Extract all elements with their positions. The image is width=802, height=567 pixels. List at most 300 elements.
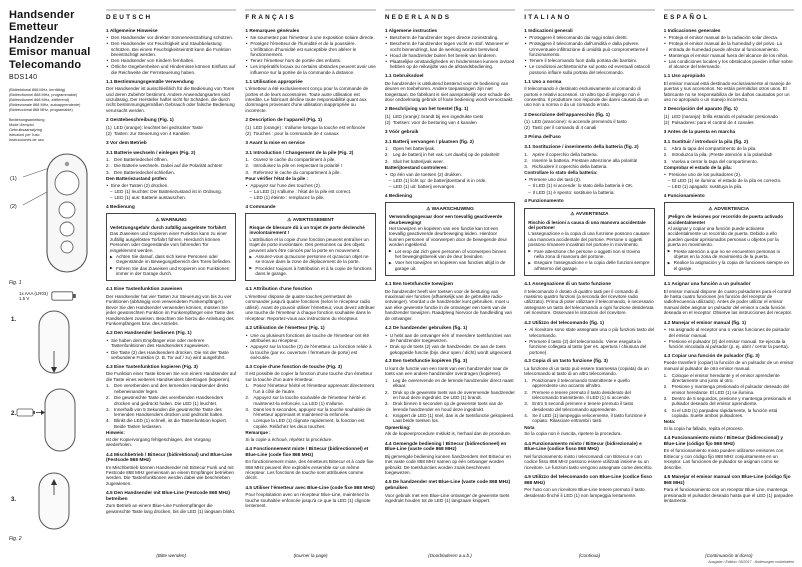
section-heading: 4.2 De handzender gebruiken (fig. 1) [384,326,468,332]
variant-line: (Bidirectionnel 868 MHz, programmable) [9,93,78,98]
section-heading: 1 Indicaciones generales [663,28,721,34]
language-header: ITALIANO [524,9,654,21]
step-item [524,158,654,163]
warning-lead: ¡Peligro de lesiones por recorrido de puerta activado accidentalmente! [667,214,784,225]
warning-instruction: ▶ Voer het toewijzen en kopiëren van functies altijd in de garage uit. [389,260,511,271]
paragraph: Il est possible de copier la fonction d'une touche d'un émetteur sur la touche d'un autre émetteur. [245,371,373,382]
bullet-item: • Premere uno dei tasti (2). [524,177,654,182]
item-key: (2) [524,125,530,131]
item-key: (2) [663,120,670,126]
step2-insert-battery [45,389,75,451]
button-4 [61,241,73,253]
doctype-line: Istruzioni per l'uso [9,133,40,138]
item-text: Innerhalb von 5 Sekunden die gewünschte Taste des lernenden Handsenders drücken und gedrückt halten. [114,406,224,418]
bullet-item: • Proteja el emisor manual de la humedad y del polvo. La entrada de humedad puede afectar al funcionamiento. [664,41,794,52]
section-heading: 4 Commande [245,204,276,210]
section-heading: 4.4 Gemengde bediening / BiSecur (bidirectioneel) en Blue-Line (vaste code 868 MHz) [384,441,507,453]
bullet-item: • Den Handsender vor Feuchtigkeit und Staubbelastung schützen. Bei einem Feuchtigkeitseintritt kann die Funktion beeinträchtigt werden. [106,41,236,57]
item-text: Richiudere il coperchio della batteria. [532,164,608,170]
item-text: Dans les 5 secondes, appuyez sur la touche souhaitée de l'émetteur apprenant et maintenez-la enfoncée. [253,406,372,418]
item-text: Leg de overervende en de lerende handzender direct naast elkaar. [392,378,514,389]
step-item [664,396,794,407]
legend-item [664,120,794,125]
variant-line: (Bidirektional 868 MHz, lernfähig) [9,88,66,93]
bullet-item: • U hebt aan de ontvanger één of meerdere toetsfuncties van de handzender toegewezen. [385,333,515,344]
paragraph: El emisor manual dispone de cuatro pulsadores para el control de hasta cuatro funciones (en función del receptor de radiofrecuencia utilizado). Antes de poder utilizar el emisor manual debe asignar un pulsador del emisor a cada función deseada en el receptor. Observe las instrucciones del receptor. [663,288,793,316]
item-text: Se il LED (1) lampeggia velocemente, il tasto funzione è copiato. Rilasciare entrambi i tasti. [532,412,647,424]
warning-box [664,202,794,275]
item-text: Premere e tenere premuto il tasto desiderato del telecomando trasmittente. Il LED (1) si accende. [532,389,631,401]
product-titles [9,9,101,71]
warning-body: Het toewijzen en kopiëren van een functie kan tot een toevallig geactiveerde deurbeweging leiden. Hierdoor kunnen personen of voorwerpen door de bewegende deur worden ingeklemd. [388,226,508,248]
step-item [664,373,794,384]
section-heading: 4.2 Manejar el emisor manual (fig. 1) [663,320,746,326]
bullet-item: • Proteja el emisor manual de la radiación solar directa. [664,35,794,40]
bullet-item: • Al ricevitore sono state assegnate una o più funzioni tasto del telecomando. [524,327,654,338]
section-heading: 1 Allgemeine Hinweise [106,28,158,34]
step-item [245,383,375,394]
bullet-item: • Ha asignado al receptor una o varias funciones de pulsador del emisor manual. [664,327,794,338]
section-heading: 4 Funzionamento [524,199,564,205]
item-key: 1. [384,378,389,384]
warning-box [385,202,515,275]
warning-instruction: ▶ Führen Sie das Zuweisen und Kopieren von Funktionen immer in der Garage durch. [110,266,232,277]
item-key: 3. [245,169,250,175]
section-heading: 4.3 Een toetsfunctie kopiëren (fig. 3) [384,359,468,365]
sub-item: – LED (1) apagado: sustituya la pila. [664,184,794,189]
variant-line: (Bidirectioneel 868 MHz, zelflerend) [9,98,70,103]
item-text: LED (orange): leuchtet bei gedrückter Taste [114,124,203,130]
item-key: 2. [524,157,529,163]
paragraph-lead: Nota: [663,419,676,425]
item-key: 4. [663,407,668,413]
button-2 [59,202,75,218]
item-text: LED (arancione): si accende premendo il tasto [532,119,627,125]
section-heading: 4.5 Den Handsender mit Blue-Line (Festcode 868 MHz) betreiben [106,491,230,502]
warning-instruction: ▶ Fare attenzione che persone o oggetti non si trovino nella zona di manovra del portone. [528,249,650,260]
section-heading: 1.1 Uso a norma [524,79,562,85]
bullet-item: • Tenere il telecomando fuori dalla portata dei bambini. [524,58,654,63]
item-text: Den vererbenden und den lernenden Handsender direkt nebeneinander legen. [114,383,228,394]
bullet-item: • Sie haben dem Empfänger eine oder mehrere Tastenfunktionen des Handsenders zugewiesen. [106,338,236,349]
paragraph-lead: Nota [524,424,535,430]
warning-title: ⚠ WAARSCHUWING [389,206,511,213]
step-item [385,401,515,412]
warning-body: Al asignar y copiar una función puede activarse accidentalmente un recorrido de puerta. Debido a ello pueden quedar aprisionados personas u objetos por la puerta en movimiento. [667,226,779,248]
step-item [106,163,236,168]
sub-item: – LED (1) aus: Batterie austauschen. [106,195,236,200]
item-key: 4. [384,412,389,418]
section-heading: 4 Funcionamiento [663,193,705,199]
item-key: 1. [663,146,668,152]
bullet-item: • Le condizioni architettoniche sul posto ed eventuali ostacoli possono influire sulla portata del telecomando. [524,64,654,75]
item-text: Inserire la batteria. Prestare attenzione alla polarità! [532,157,638,163]
item-text: Open het batterijvak. [392,146,436,152]
section-heading: 3 Avant la mise en service [245,140,305,146]
item-key: 1. [106,383,110,389]
item-text: Presione y mantenga presionado el pulsador deseado del emisor heredante. El LED (1) se ilumina. [671,384,790,395]
item-text: Entro 5 secondi premere e tenere premuto il tasto desiderato del telecomando apprendente. [532,401,634,412]
step-item [385,378,515,389]
item-key: 4. [524,412,529,418]
item-key: 3. [524,401,529,407]
legend-item [245,131,375,136]
section-heading: 4.3 Copiar una función de pulsador (fig. 3) [663,353,760,359]
product-title-fr: Emetteur [9,21,59,34]
bullet-item: • Appuyez sur la touche (2) de l'émetteur. La fonction reliée à la touche (par ex. ouverture / fermeture de porte) est exécutée. [245,344,375,360]
manual-column-it [524,9,654,558]
manual-column-nl [385,9,515,558]
language-header: DEUTSCH [106,9,236,21]
callout-label-2: (2) [10,204,17,211]
section-heading: 4.3 Eine Tastenfunktion kopieren (Fig. 3) [106,364,198,370]
legend-item [524,119,654,124]
warning-box [245,213,375,281]
sub-item: – Il LED (1) si accende: lo stato della batteria è OK. [524,183,654,188]
item-key: 4. [106,418,110,424]
language-header: NEDERLANDS [385,9,515,21]
battery-spec [19,290,101,302]
step-item [385,413,515,424]
item-text: Knippert de LED (1) snel, dan is de toetsfunctie gekopieerd. Laat beide toetsen los. [392,412,515,424]
item-key: (1) [663,113,670,119]
cover-panel [9,9,101,560]
paragraph: Se la copia non è riuscita, ripetere la procedura. [524,431,622,437]
warning-instruction: ▶ Assurez-vous qu'aucune personne et qu'aucun objet ne se trouve dans la zone de déplacement de la porte. [249,254,371,265]
section-heading: 1 Algemene instructies [384,28,438,34]
bullet-item: • Den Handsender vor direkter Sonneneinstrahlung schützen. [106,35,236,40]
section-heading: 4.1 Asignar una función a un pulsador [663,282,751,288]
paragraph-lead: Batterijtoestand controleren: [384,164,448,170]
item-key: 3. [384,158,389,164]
item-text: Toetsen: voor de besturing van 4 kanalen [392,120,477,126]
item-text: Posizionare il telecomando trasmittente e quello apprendente uno accanto all'altro. [532,378,630,389]
warning-lead: Rischio di lesioni a causa di una manovra accidentale del portone! [528,219,646,231]
item-text: Tasti: per il comando di 4 canali [532,125,597,131]
item-text: Aprire il coperchio della batteria. [532,151,598,157]
step-number-3: 3. [11,497,17,504]
item-text: LED (orange) : s'allume lorsque la touche est enfoncée [253,124,366,130]
step-item [524,390,654,401]
paragraph-lead: Opmerking: [384,424,411,430]
paragraph: Zum Betrieb an einem Blue-Line Funkempfänger die gewünschte Taste lang drücken, bis die LED (1) langsam blinkt. [106,503,236,514]
section-heading: 4.3 Copia di un tasto funzione (fig. 3) [524,359,608,365]
paragraph: Im Mischbetrieb können Handsender mit BiSecur Funk und mit Festcode 868 MHz gemeinsam an einem Empfänger betrieben werden. Die Tastenfunktionen werden dabei wie beschrieben zugewiesen. [106,464,234,486]
legend-item [664,114,794,119]
section-heading: 4.1 Assegnazione di un tasto funzione [524,282,611,288]
section-heading: 3.1 Introduction / Changement de la pile (Fig. 2) [245,150,354,156]
section-heading: 1 Remarques générales [245,28,300,34]
item-key: 2. [663,384,668,390]
bullet-item: • Presione el pulsador (2) del emisor manual. Se ejecuta la función vinculada al pulsador (p. ej. abrir / cerrar la puerta). [664,339,794,350]
manual-column-es [664,9,794,558]
bullet-item: • Den Handsender von Kindern fernhalten. [106,58,236,63]
step-item [524,378,654,389]
paragraph: L'émetteur a été exclusivement conçu pour la commande de portes et de leurs accessoires. Toute autre utilisation est interdite. Le fabricant décline toute responsabilité quant aux dommages provenant d'une utilisation inappropriée ou incorrecte. [245,86,369,113]
warning-box [106,213,236,281]
item-text: Den Batteriedeckel öffnen. [114,157,169,163]
paragraph: Bij gemengde bediening kunnen handzenders met BiSecur en met vaste code 868 MHz samen op één ontvanger worden gebruikt. De toetsfuncties worden zoals beschreven toegewezen. [384,453,511,476]
item-key: (2) [245,130,252,136]
bullet-item: • Protégez l'émetteur de l'humidité et de la poussière. L'infiltration d'humidité est susceptible d'en altérer le fonctionnement. [245,41,375,57]
step-item [664,146,794,151]
item-text: Si el LED (1) parpadea rápidamente, la función está copiada. Suelte ambos pulsadores. [671,407,778,418]
item-text: Introduzca la pila. ¡Preste atención a la polaridad! [671,152,773,158]
battery-icon [51,290,78,302]
step-item [664,384,794,395]
warning-body: L'assegnazione e la copia di una funzione possono causare una manovra accidentale del portone. Persone o oggetti possono rimanere incastrati nel portone in movimento. [528,231,650,248]
columns [106,9,794,558]
item-key: 2. [384,152,389,158]
item-key: 3. [663,158,668,164]
sub-item: – LED (1) licht op: de batterijtoestand is in orde. [385,178,515,183]
item-text: Appuyez sur la touche souhaitée de l'émetteur hérité et maintenez-la enfoncée. La LED (1) s'allume. [253,395,366,406]
paragraph-lead: Den Batteriezustand prüfen: [106,175,168,181]
item-text: Vuelva a cerrar la tapa del compartimento. [671,158,759,164]
step-item [245,395,375,406]
item-text: Leg de batterij in het vak. Let daarbij op de polariteit! [392,152,500,158]
warning-lead: Risque de blessure dû à un trajet de porte déclenché involontairement ! [249,225,365,236]
page-turn-note: (Continuación al dorso) [705,552,753,558]
step-item [106,157,236,162]
section-heading: 4.4 Funzionamento misto / BiSecur (bidirezionale) e Blue-Line (codice fisso 868 MHz) [524,441,642,453]
item-text: Lorsque la LED (1) clignote rapidement, la fonction est copiée. Relâchez les deux touches. [253,418,365,429]
paragraph: U kunt de functie van een toets van een handzender naar de toets van een andere handzender overdragen (kopiëren). [384,365,509,377]
item-key: 3. [384,401,389,407]
paragraph: La funzione di un tasto può essere trasmessa (copiata) da un telecomando al tasto di un altro telecomando. [524,365,649,377]
paragraph: Der Handsender hat vier Tasten zur Steuerung von bis zu vier Funktionen (abhängig vom verwendeten Funkempfänger). Bevor Sie den Handsender verwenden können, müssen Sie jeder gewünschten Funktion im Funkempfänger eine Taste des Handsenders zuweisen. Beachten Sie hierzu die Anleitung des Funkempfängers bzw. des Antriebs. [106,293,234,327]
paragraph: Si la copia ha fallado, repita el proceso. [663,426,744,432]
legend-item [106,131,236,136]
step-item [664,159,794,164]
section-heading: 4.5 De handzender met Blue-Line (vaste code 868 MHz) gebruiken [384,480,511,491]
bullet-item: • Houd de handzender buiten het bereik van kinderen. [385,53,515,58]
item-key: (1) [245,124,252,130]
bullet-item: • Las condiciones locales y los obstáculos pueden influir sobre el alcance del telemando. [664,59,794,70]
legend-item [385,114,515,119]
section-heading: 2 Descrizione dell'apparecchio (fig. 1) [524,112,610,118]
item-key: 3. [245,406,250,412]
section-heading: 4.5 Manejar el emisor manual con Blue-Line (código fijo 868 MHz) [663,475,791,486]
section-heading: 4.4 Fonctionnement mixte / BiSecur (bidirectionnel) et Blue-Line (code fixe 868 MHz) [245,447,369,458]
paragraph: Die Funktion einer Taste können Sie von einem Handsender auf die Taste eines weiteren Handsenders übertragen (kopieren). [106,371,237,382]
item-text: Die gewünschte Taste des vererbenden Handsenders drücken und gedrückt halten. Die LED (1) leuchtet. [114,395,224,406]
item-text: LED (oranje): brandt bij een ingedrukte toets [392,113,484,119]
paragraph: L'émetteur dispose de quatre touches permettant de commander jusqu'à quatre fonctions (selon le récepteur radio utilisé). Avant de pouvoir utiliser l'émetteur, vous devez attribuer une touche de l'émetteur à chaque fonction souhaitée dans le récepteur. Reportez-vous aux instructions du récepteur. [245,293,375,321]
step-item [664,152,794,157]
item-key: 2. [106,163,110,169]
warning-instruction: ▶ Eseguire l'assegnazione e la copia delle funzioni sempre all'interno del garage. [528,260,650,271]
paragraph: El emisor manual está destinado exclusivamente al manejo de puertas y sus accesorios. No están permitidos otros usos. El fabricante no se responsabiliza de los daños causados por un uso no apropiado o un manejo incorrecto. [663,80,791,102]
section-heading: 4.3 Copie d'une fonction de touche (Fig. 3) [245,364,342,370]
item-text: LED (naranja): brilla estando el pulsador presionado [671,113,778,119]
language-header: FRANÇAIS [245,9,375,21]
warning-title: ⚠ AVVERTENZA [528,211,650,218]
section-heading: 1.1 Utilisation appropriée [245,79,303,85]
paragraph-lead: Controllare lo stato della batteria: [524,170,598,176]
section-heading: 4.1 Eine Tastenfunktion zuweisen [106,287,183,293]
sub-item: – Il LED (1) è spento: sostituire la batteria. [524,190,654,195]
product-title-nl: Handzender [9,33,74,46]
section-heading: 2 Descripción del aparato (fig. 1) [663,107,738,113]
arrow-right [41,410,45,415]
section-heading: 3.1 Batterij vervangen / plaatsen (fig. 2) [384,139,474,145]
item-text: Touches : pour la commande de 4 canaux [253,130,339,136]
item-key: 1. [245,157,250,163]
page-turn-note: (Bitte wenden) [156,552,187,558]
step-number-2: 2. [11,411,17,418]
warning-body: L'attribution et la copie d'une fonction peuvent entraîner un trajet de porte involontaire. Des personnes ou des objets peuvent alors être coincés par la porte en mouvement. [249,236,369,253]
sub-item: – LED (1) éteinte : remplacez la pile. [245,195,375,200]
paragraph: De handzender is uitsluitend bestemd voor de bediening van deuren en toebehoren. Andere toepassingen zijn niet toegestaan. De fabrikant is niet aansprakelijk voor schade die door ondoelmatig gebruik of foute bediening wordt veroorzaakt. [384,80,514,102]
section-heading: 4.1 Attribution d'une fonction [245,287,312,293]
section-heading: 4.5 Utilizzo del telecomando con Blue-Line (codice fisso 868 MHz) [524,475,652,486]
paragraph: Si la copie a échoué, répétez la procédure. [245,436,333,442]
page-turn-note: (Doorbladeren a.u.b.) [428,552,472,558]
step-item [385,152,515,157]
item-key: 2. [663,152,668,158]
bullet-item: • Druk op de toets (2) van de handzender. De aan de toets gekoppelde functie (bijv. deur open / dicht) wordt uitgevoerd. [385,344,515,355]
bullet-item: • Tenez l'émetteur hors de portée des enfants. [245,58,375,63]
section-heading: 1.1 Uso apropiado [663,74,706,80]
item-text: Blinkt die LED (1) schnell, ist die Tastenfunktion kopiert. Beide Tasten loslassen. [114,418,228,429]
item-text: Introduisez la pile en respectant la polarité ! [253,163,343,169]
item-key: 3. [663,395,668,401]
step-item [106,395,236,406]
section-heading: 3 Antes de la puesta en marcha [663,129,736,135]
section-heading: 3 Prima dell'uso [524,135,561,141]
warning-title: ⚠ ADVERTENCIA [668,206,790,213]
section-heading: 3 Vóór gebruik [384,129,419,135]
section-heading: 3 Vor dem Betrieb [106,140,147,146]
warning-body: Das Zuweisen und Kopieren einer Funktion kann zu einer zufällig ausgelösten Torfahrt führen. Hierdurch können Personen oder Gegenstände vom fahrenden Tor eingeklemmt werden. [110,231,227,253]
fig2-label: Fig. 2 [9,536,22,543]
warning-title: ⚠ AVERTISSEMENT [249,217,371,224]
model-number: BDS140 [9,74,38,82]
item-text: Druk binnen 5 seconden op de gewenste toets van de lerende handzender en houd deze ingedrukt. [392,401,503,412]
page-turn-note: (Continua) [578,552,601,558]
section-heading: 3.1 Sostituzione / inserimento della batteria (fig. 2) [524,145,639,151]
bullet-item: • Proteggere il telecomando dall'umidità e dalla polvere. Un'eventuale infiltrazione di umidità può comprometterne il funzionamento. [524,41,654,57]
sub-item: – LED (1) uit: batterij vervangen. [385,184,515,189]
callout-label-1: (1) [10,176,17,183]
item-key: 2. [384,389,389,395]
step-item [524,152,654,157]
item-key: 3. [106,169,110,175]
item-key: 1. [524,151,529,157]
item-key: 2. [245,395,250,401]
item-text: Den Batteriedeckel schließen. [114,169,176,175]
bullet-item: • Les impératifs locaux ou certains obstacles peuvent avoir une influence sur la portée de la commande à distance. [245,64,375,75]
bullet-item: • Appuyez sur l'une des touches (2). [245,183,375,188]
step-item [385,159,515,164]
sub-item: – El LED (1) se ilumina: el estado de la pila es correcto. [664,178,794,183]
step-number-1: 1. [11,317,17,324]
item-key: (1) [384,113,391,119]
section-heading: 1 Indicazioni generali [524,28,573,34]
item-key: 2. [524,389,529,395]
bullet-item: • Ne soumettez pas l'émetteur à une exposition solaire directe. [245,35,375,40]
item-key: 1. [106,157,110,163]
legend-item [385,120,515,125]
paragraph: Il telecomando è destinato esclusivamente al comando di portoni e relativi accessori. Un altro tipo di impiego non è consentito. Il produttore non risponde dei danni causati da un uso non a norma o da un comando errato. [524,86,649,108]
paragraph: Als de kopieerprocedure mislukt is, herhaal dan de procedure. [384,431,512,437]
bullet-item: • Bescherm de handzender tegen directe zoninstraling. [385,35,515,40]
bullet-item: • Une ou plusieurs fonctions de touche de l'émetteur ont été attribuées au récepteur. [245,333,375,344]
section-heading: 3.1 Sustituir / introducir la pila (fig. 2) [663,139,749,145]
item-key: (2) [384,120,391,126]
button-1 [55,171,79,195]
battery-type: 1x AAA (LR03) [19,290,48,296]
section-heading: 2 Description de l'appareil (Fig. 1) [245,118,322,124]
doctype-line: Gebruiksaanwijzing [9,128,42,133]
item-key: (1) [106,124,112,130]
item-key: 1. [245,383,250,389]
fig2-battery-steps-illustration [9,305,95,535]
warning-instruction: ▶ Let erop dat zich geen personen of voorwerpen binnen het bewegingsbereik van de deur bevinden. [389,249,511,260]
sub-item: – LED (1) leuchtet: Der Batteriezustand ist in Ordnung. [106,189,236,194]
item-key: 3. [106,406,110,412]
paragraph: En fonctionnement mixte, des émetteurs BiSecur et à code fixe 868 MHz peuvent être exploités ensemble sur un même récepteur. Les fonctions de touche sont attribuées comme décrit. [245,459,374,481]
section-heading: 1.1 Gebruiksdoel [384,74,424,80]
battery-small-icon [17,409,33,416]
section-heading: 4.5 Utiliser l'émetteur avec Blue-Line (code fixe 868 MHz) [245,485,375,491]
bullet-item: • Op één van de toetsen (2) drukken. [385,172,515,177]
item-key: (2) [106,130,112,136]
step-item [245,157,375,162]
fig1-label: Fig. 1 [9,280,22,287]
item-key: (1) [524,119,530,125]
warning-instruction: ▶ Preste atención a que no se encuentren personas ni objetos en la zona de movimiento de la puerta. [668,249,790,260]
step-item [106,383,236,394]
paragraph: Der Handsender ist ausschließlich für die Bedienung von Toren und deren Zubehör bestimmt. Andere Anwendungsarten sind unzulässig. Der Hersteller haftet nicht für Schäden, die durch nicht bestimmungsgemäßen Gebrauch oder falsche Bedienung verursacht werden. [106,86,235,113]
doctype-line: Instrucciones de uso [9,138,44,143]
item-key: 1. [524,378,529,384]
paragraph: En el funcionamiento mixto pueden utilizarse emisores con BiSecur y con código fijo 868 MHz conjuntamente en un receptor. Las funciones de pulsador se asignan como se describe. [663,448,784,470]
step-item [245,163,375,168]
warning-box [524,208,654,276]
manual-column-fr [245,9,375,558]
section-heading: 4 Bediening [384,193,412,199]
bullet-item: • Presione uno de los pulsadores (2). [664,172,794,177]
step-item [106,170,236,175]
legend-item [106,125,236,130]
section-heading: 3.1 Batterie wechseln / einlegen (Fig. 2) [106,150,196,156]
item-key: 1. [384,146,389,152]
item-text: Abra la tapa del compartimento de la pila. [671,146,757,152]
step-item [385,390,515,401]
item-text: Ouvrez le cache du compartiment à pile. [253,157,336,163]
product-title-de: Handsender [9,9,75,21]
item-text: Die Batterie wechseln. Dabei auf die Polarität achten! [114,163,223,169]
step-item [385,146,515,151]
item-text: Refermez le cache du compartiment à pile. [253,169,341,175]
warning-instruction: ▶ Achten Sie darauf, dass sich keine Personen oder Gegenstände im Bewegungsbereich des Tores befinden. [110,254,232,265]
paragraph: Ist der Kopiervorgang fehlgeschlagen, den Vorgang wiederholen. [106,436,211,448]
item-key: 2. [245,163,250,169]
bullet-item: • Mantenga el emisor manual fuera del alcance de los niños. [664,53,794,58]
document-types [9,118,101,143]
section-heading: 1.1 Bestimmungsgemäße Verwendung [106,79,194,85]
step-item [524,401,654,412]
page-turn-note: (tourner la page) [293,552,328,558]
item-key: 1. [663,372,668,378]
paragraph: De handzender heeft vier toetsen voor de besturing van maximaal vier functies (afhankelijk van de gebruikte radio-ontvanger). Voordat u de handzender kunt gebruiken, moet u aan elke gewenste functie in de ontvanger een toets van de handzender toewijzen. Raadpleeg hiervoor de handleiding van de ontvanger. [384,288,512,321]
doctype-line: Mode d'emploi [9,123,34,128]
warning-instruction: ▶ Realice la asignación y la copia de funciones siempre en el garaje. [668,260,790,271]
item-text: Druk op de gewenste toets van de overervende handzender en houd deze ingedrukt. De LED (1) brandt. [392,389,515,401]
step-item [245,418,375,429]
